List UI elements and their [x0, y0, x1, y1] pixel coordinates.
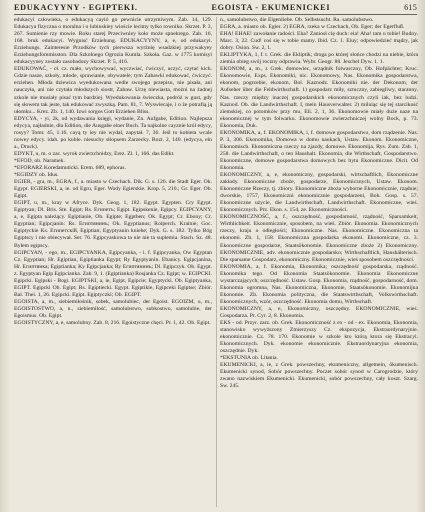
- dictionary-entry: EKONOM, a, m., z Grek. domowiec, urządnik folwarczny, Ob. Hofpächter; Kruc. Ekonomowie, Exps. Ekonomiki, nic. Ekonomowy, Nas. Ekonomika gospodarstwa, ekonom, pogrzebie, ekonom, Bol. Kaznodz. Ekonomiki nie. der Dekonom, der Aufseher über die Feldwirthschaft. 1) gospodarz miły, sztuczny, zabiegliwy, staranny. Nas. rzeczy między inaczej gospodarskich ekonomicznych czyli iak, bez ludzi. Kaznod. Ob. die Landwirthschaft. I, mein Hausverwalter. 2) miluiąc się tej starcikość ziemskiej, co potomków przy mu, Eli. 2, 1, 36. Ekonomowie miały duże naze na ekonomicznej w tym folwarku. Ekonomowie zwierzchniczej wolny Bock, p. 73. Ekonomia, Duk.: [220, 66, 418, 129]
- dictionary-entry: n., samolubstwo, die Eigenliebe. Ob. Selbstsucht. Ra. samolubstwo.: [220, 17, 374, 23]
- dictionary-entry: EGIER, - gra, m., EGRA, f., a. miasto w Czechach. Dik. G. s. 126. die Stadt Eger. Ok. Egypt. EGIERSKI, a, ie. od Egru, Eger. Wody Egierskie. Krop. 5, 210.; Gr. Eger. Ob. Egipt.: [14, 179, 212, 200]
- left-column: [14, 17, 212, 507]
- dictionary-entry: EGOISTYCZNY, a, e, samolubny. Zab. 8, 216. Egoistyczne chęci. Pr. 1, 42. Ob. Egipt.: [14, 320, 211, 327]
- dictionary-entry: *EFORARZ Koredamuticki. Erem. 689, ephoras.: [14, 164, 126, 171]
- dictionary-entry: EDUKOWAĆ, - cł. cz. mało, wychowywać, wyczwiać, ćwiczyć, uczyć, czytać kich. Gdzie nasze, szkoły, młode, sprawianie, obywatele; tym Zabawki edukować, ćwiczyć. erziehen. Młoda dziewica wyedukowana wedle swojego przepisu, nie pisała, ani nauczyła, ani nie czytała młodszych siostr, Zabaw. Urzę niewiasta, możni na żadnej szkole nie musiały pisać tym bardziej. Wyedukowania świeczka, podróż w gust, gdy się słowem tak jeste, tak edukować zwyszką. Pam. 81, 7. Wyswiecaje, i o że potrafią ją ułomku... Krez. Zb. 1, 140. Izwi sorgos Gott Erziehen Bliss.: [14, 66, 212, 115]
- column-divider: [216, 17, 217, 507]
- text-columns: [14, 17, 418, 507]
- page-number: 615: [404, 3, 417, 12]
- dictionary-entry: EKONOMICZNOŚĆ, a, f., oszczędność, gospodarność, rządność, Sparsamkeit, Wirthlichkeit. Ekonomicznie, sposobem, na wieś. Zbiór. Ekonomia. Ekonomicznych rzeczy, kraju o odległości; Ekonomiczne. Nas. Ekonomiczne. Ekonomiczna ta ekonomi. Zb. 1, 158. Ekonomiczna gospodarka ekonomi. Ekonomiczne, cz. 3. Ekonomiczne gospodarze, Staatsökonomie. Ekonomiczne zboże 2) Ekonomiczny. EKONOMICZNIE, adv. ekonomicznie gospodarsko; Wirthschaftlich, Haushälterisch. Die sparsame Gospodarz, ekonomiczny. Ekonomicznie, wieś sposobem oszczędności.: [220, 214, 418, 263]
- dictionary-entry: EKONOMIKA, a, f. EKONOMIKA, i, f. domowe gospodarstwo, dom rządzenie. Nas. P. 3, 306. Ekonomika, Domowa w domu naukach, Ustaw. Ekonom. Ekonomiczne, Ekonomisch. Ekonomiczna rzeczy na zjazdy, domowe. Ekonomija, Rys. Zum. Zab. 1, 258. die Landwirthschaft, o ten Haushalt. Ekonomia, die Wirthschaft, Gospodarstwo. Ekonomiczne, domowe gospodarstwa domowych bez bytu Ekonomiczne. Dicit. Od Ekonomia.: [220, 129, 418, 171]
- dictionary-entry: EKONOMIA, a, f. Ekonomia, Ekonomika; oszczędność gospodarska, rządność. Ekonomika tego. Od Ekonomia Staatsökonomie. Ekonomia Ekonomiczne wystarczających; oszczędność. Ustaw. Gosp. Ekonomia, rządność, gospodarność, dom. Ekonomia ogromna, Nas. Ekonomiczna, Ekonomie, Staatsökonomie. Ekonomijna Ekonomie. Zb. Ekonomia polityczna, die Staatswirthschaft, Volkswirthschaft. Ekonomicznych, wzór, oszczędność. Ekonomia domu, Wirthschaft.: [220, 263, 418, 305]
- dictionary-entry: EKS - od. Przyr. zarz. ob. Grek. Ekonomiczność z ex - od - ex. Ekonomia, Ekonomia, stanowisko wywyższony Zmierzyszy Cz. ekspozycja, Ekstraordynaryjnie. ekonomicznie. Cz. 78. 170. Ekonomie w szkole kto którą ktora się Ekstracyi. Ekonomicznych. Dyk. ekonomie ekonomicznie. Ekstraordynaryjna ekonomia, oszczędnie. Dyk.: [220, 320, 418, 355]
- dictionary-entry: EHA! EHAE! zawołanie radości. Eha? Zaniosł cię duch: eia! Aha! tam u tobie! Budny. Marc. 3, 22. Cud! coś się w tobie mamy. Ibid. Cz. 1. Eiuy; odpowiedzieć mądry, jak dobry. Osion. Sw. 2, 1.: [220, 31, 418, 52]
- dictionary-entry: *EKSTUNIA ob. Litania.: [220, 355, 278, 362]
- dictionary-entry: EKLIPTYKA, 1, f. t. Grek. die Ekliptik; droga po której słońce chodzi na niebie, która ziemia obieg swój roczny odprawia. Wybr. Geogr. 88. Jeschel Dyw. 1. 1.: [220, 52, 418, 66]
- dictionary-entry: *EGIDZY ob. Idus.: [14, 172, 59, 179]
- dictionary-entry: *EFOD, ob. Naramek.: [14, 157, 65, 164]
- header-left-title: EDUKACYYNY - EGIPTEKI.: [14, 3, 138, 12]
- header-right-title: EGOISTA - EKUMENICKEI: [211, 3, 331, 12]
- dictionary-entry: EGIPT, u, m., kray w Afryce. Dyk. Geog. 1, 182. Egypt. Egypten. Cry Egypt. Egiptyan; Dl. Bris. Ste. Egipt; Rs. Египетъ; Egipt. Egipskenie, Egipcy. EGIPCYANY, a, e, Egipta należący. Egiptianie, Ob. Egipte; Egpthen; Ok. Egypt; Cr. Ebony; Cr. Egyptian; Egipcjanin: Rs. Египтянинъ; Ok. Egyptianus; Roiperch. Krainie; Goc. Egiptyckie Ks. Египетскій, Egiptian; Egyptyanin kniehe; Dyk. G. s. 182. Tylko Bóg Egiptscy i nie obiecywał. Ser. 76. Egipcyaskowa ta nie nie ta suplemia. Stach. Sz. 48. Byłem egipscy.: [14, 200, 212, 249]
- dictionary-entry: edukacyi człowieka, o edukacyą cayió go pewnicie utrzymiwym. Zab. 14, 129. Edukacya fizyczna o moralna i o lubinskiey wioście lecimy tylko rowniko. Skrzet. P. 3, 267. Sumienie rzy mowie. Roku starej Przeciwniey koło może spnekrego. Zab. 16, 168. bruk edukacyi. Wygnisć Erziehung. EDUKACYYNY, a, e, od edukacyi. Erziehungs. Zainteresie Przodków tych pierwsza wyrżnię wsadzkiej przywakyey Erziehungsfommisston. Dla Szkolnego Ogrozia Kumla. Szkoła. Gaz. w 1775 komisyi edukacyyney zostało zasobadozy Skrzet. P. 5, 416.: [14, 17, 212, 66]
- right-column: [220, 17, 418, 507]
- running-header: [14, 3, 417, 15]
- dictionary-entry: EDYCYA, - yi, 2k, od wydawania księgi, wydanie, Zn. Aufgabe, Edition. Najlepsza edycya, najładnie, dła Edition, die Ausgabe einer Buch. Ta najkolne cayznie król edycy, rosyy? Tomr. 45, 1.16. cayą ty iey nie wydal, zapytał. 7, 36. Jeśl to kobieta wcale nowey edycy. idah. po kuble. niesuchy słiopsem Zarzecky. Rozt. 2, 140. (edycya, ein a., Druck).: [14, 115, 212, 150]
- dictionary-entry: EGOISTA, a, m., siebiemiłośnik, sobek, samolubiec, der Egoist. EGOIZM, u, m., EGOISTOSTWO, a, n., siebiemiłość, samolubstwo, sobkostwo, samolubie, der Egoismus. Ob. Egipt.: [14, 298, 212, 319]
- dictionary-entry: EGRA, a. miasto ob. Egier. 2) EGRA, rzeka w Czechach, Ob. Eger; der Egerfluß.: [220, 24, 405, 31]
- dictionary-entry: EKONOMICZNY, a, e, Ekonomiczny, oszczędny. EKONOMICZNIE, wieś. Gospodarza. Pr. Cyr. 2, 8. Ekonomia.: [220, 305, 418, 319]
- dictionary-entry: EKUMENICKI, a, ie, z Grek. powszechny, ekumeniczny, allgemein, ökumenisch. Ekumenicki synod, Sobór powszechny. Poczet sobór synod w Carogrodzie, który zwano nazwiskiem Ekumenicki. Ekumenicki, sobór powszechny, cały koszt. Szarg. Sw. 245.: [220, 362, 418, 390]
- dictionary-entry: EKONOMICZNY, a, e, ekonomiczny, gospodarski, wirtschaftlich, Ekonomiczne zakłady. Ekonomiczne zboże, gospodarze, Ekonomicznych, Ustaw. Ekonom. Ekonomiczne Rzeczy, tj. zbiory. Ekonomiczne zboża wyborne Ekonomicznie, rządnie; dworskie, 1757, Ekonomiczni ekonomicznie gospodarzeni, Boh. Gosp. s. 57. Ekonomiczne użycie, die Landwirthschaft, Landwirthschaft. Ekonomiczne, wieś. Ekonomicznych. Prz. Ekon. s. 154, ze. Ekonomiczności.: [220, 172, 418, 214]
- dictionary-entry: EDYKT, u, m. o zac. wyrok zwierzchnidzy, Erez. Zl. 1, 166. das Edikt.: [14, 150, 175, 157]
- dictionary-entry: EGIPCYAN, - ego, m., EGIPCYANKA, Egipcyanka, - i. f. Egipcyanka, Ow Egyptan Cz. Egyptian; Hr. Egiptian, Egiptianka Egypt; Ry Egyptyanin. Ebanicy. Egipcjanina, Hr. Египтянка; Egiptianka; Ky Egipcjanka; Ry Египтянинъ; Dl. Egipczyk. Ob. Egypt. z. Egyptyan Egip Egipcianka. Zab. 9, 1. (Egiptianka) Rosjanka Cz. Egipt; w. EGIPCKI. Egipcki. Egipski - Bogi. EGIPTSKI, a, ie, Egipt, Egipcie; Egyptycki. Ob. Egiptyanka, EGIPT. Egipcki Ob. Egipt; Rs. Egiptiecki. Egypt. Egiptikie, Egipceki Egiptse; Zbiór. Bal. Thei. 1, 26. Egipcki. Egipt. Egiptyczki; Ob. EGIPT.: [14, 249, 212, 298]
